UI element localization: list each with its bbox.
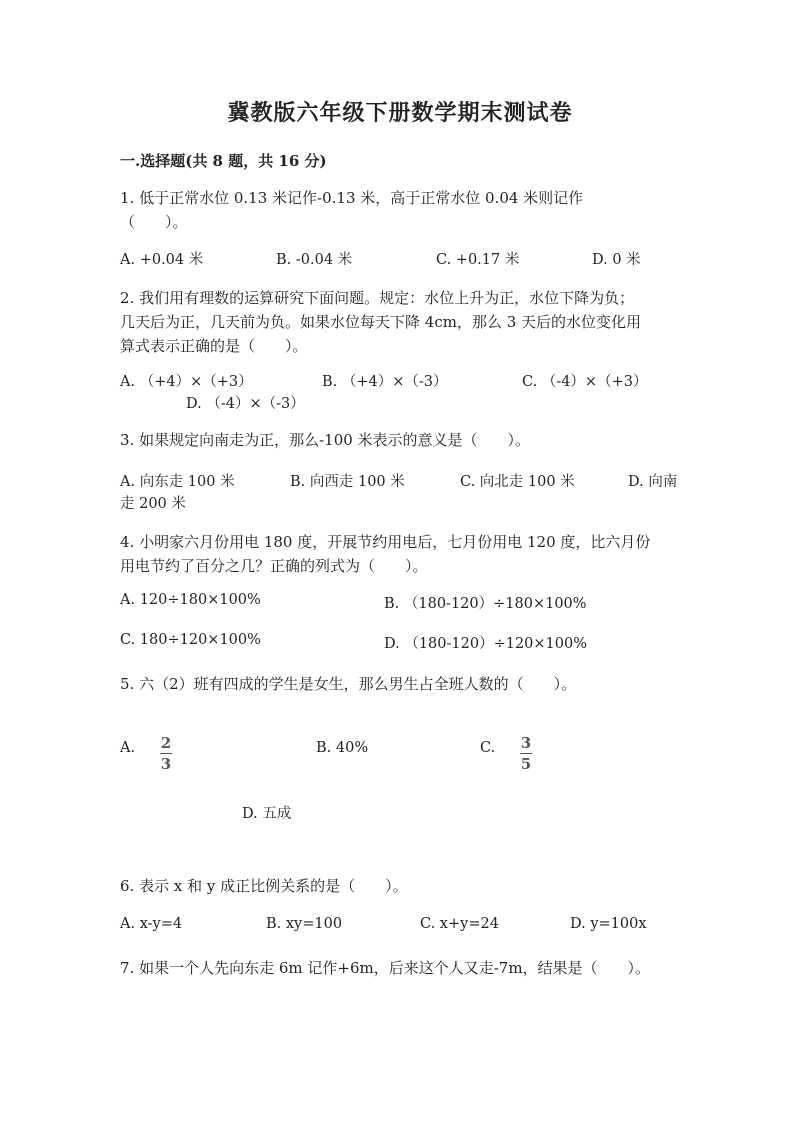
question-4-text-line2: 用电节约了百分之几？正确的列式为（ ）。 xyxy=(120,557,428,575)
question-3-option-d-wrap: 走 200 米 xyxy=(120,496,186,512)
fraction-denominator: 3 xyxy=(160,755,172,773)
question-2-option-a[interactable]: A. （+4）×（+3） xyxy=(120,374,253,390)
question-4-option-d[interactable]: D. （180-120）÷120×100% xyxy=(384,636,588,652)
question-1-option-c[interactable]: C. +0.17 米 xyxy=(436,252,520,268)
question-3-text-line1: 3. 如果规定向南走为正，那么-100 米表示的意义是（ ）。 xyxy=(120,431,531,449)
page-title: 冀教版六年级下册数学期末测试卷 xyxy=(227,100,573,126)
question-2-option-b[interactable]: B. （+4）×（-3） xyxy=(322,374,448,390)
question-6-option-d[interactable]: D. y=100x xyxy=(570,916,647,932)
question-2-option-d[interactable]: D. （-4）×（-3） xyxy=(186,396,305,412)
question-7-text-line1: 7. 如果一个人先向东走 6m 记作+6m，后来这个人又走-7m，结果是（ ）。 xyxy=(120,959,651,977)
question-4-text-line1: 4. 小明家六月份用电 180 度，开展节约用电后，七月份用电 120 度，比六月份 xyxy=(120,533,651,551)
fraction-two-thirds xyxy=(160,735,172,772)
question-3-option-d[interactable]: D. 向南 xyxy=(628,474,678,490)
question-1-option-b[interactable]: B. -0.04 米 xyxy=(276,252,353,268)
question-5-option-c[interactable] xyxy=(480,740,495,756)
question-6-option-a[interactable]: A. x-y=4 xyxy=(120,916,183,932)
question-1-option-d[interactable]: D. 0 米 xyxy=(592,252,641,268)
fraction-numerator: 3 xyxy=(520,734,532,752)
fraction-numerator: 2 xyxy=(160,734,172,752)
question-6-option-c[interactable]: C. x+y=24 xyxy=(420,916,499,932)
question-3-option-c[interactable]: C. 向北走 100 米 xyxy=(460,474,575,490)
question-1-option-a[interactable]: A. +0.04 米 xyxy=(120,252,204,268)
question-2-text-line2: 几天后为正，几天前为负。如果水位每天下降 4cm，那么 3 天后的水位变化用 xyxy=(120,313,642,331)
fraction-three-fifths xyxy=(520,735,532,772)
question-2-option-c[interactable]: C. （-4）×（+3） xyxy=(522,374,648,390)
question-6-option-b[interactable]: B. xy=100 xyxy=(266,916,343,932)
question-1-text-line1: 1. 低于正常水位 0.13 米记作-0.13 米，高于正常水位 0.04 米则记作 xyxy=(120,189,584,207)
question-4-option-a[interactable]: A. 120÷180×100% xyxy=(120,592,261,608)
question-3-option-b[interactable]: B. 向西走 100 米 xyxy=(290,474,405,490)
question-4-option-c[interactable]: C. 180÷120×100% xyxy=(120,632,261,648)
section-heading: 一.选择题(共 8 题，共 16 分) xyxy=(120,152,327,170)
question-1-text-line2: （ ）。 xyxy=(120,213,188,231)
question-2-text-line3: 算式表示正确的是（ ）。 xyxy=(120,337,308,355)
option-c-label: C. xyxy=(480,740,496,756)
question-5-option-b[interactable]: B. 40% xyxy=(316,740,369,756)
question-4-option-b[interactable]: B. （180-120）÷180×100% xyxy=(384,596,587,612)
question-3-option-a[interactable]: A. 向东走 100 米 xyxy=(120,474,235,490)
question-6-text-line1: 6. 表示 x 和 y 成正比例关系的是（ ）。 xyxy=(120,877,408,895)
fraction-bar xyxy=(160,753,172,754)
fraction-bar xyxy=(520,753,532,754)
question-5-text-line1: 5. 六（2）班有四成的学生是女生，那么男生占全班人数的（ ）。 xyxy=(120,675,577,693)
option-a-label: A. xyxy=(120,740,136,756)
question-5-option-a[interactable] xyxy=(120,740,135,756)
question-5-option-d[interactable]: D. 五成 xyxy=(242,806,292,822)
question-2-text-line1: 2. 我们用有理数的运算研究下面问题。规定：水位上升为正，水位下降为负； xyxy=(120,289,635,307)
fraction-denominator: 5 xyxy=(520,755,532,773)
